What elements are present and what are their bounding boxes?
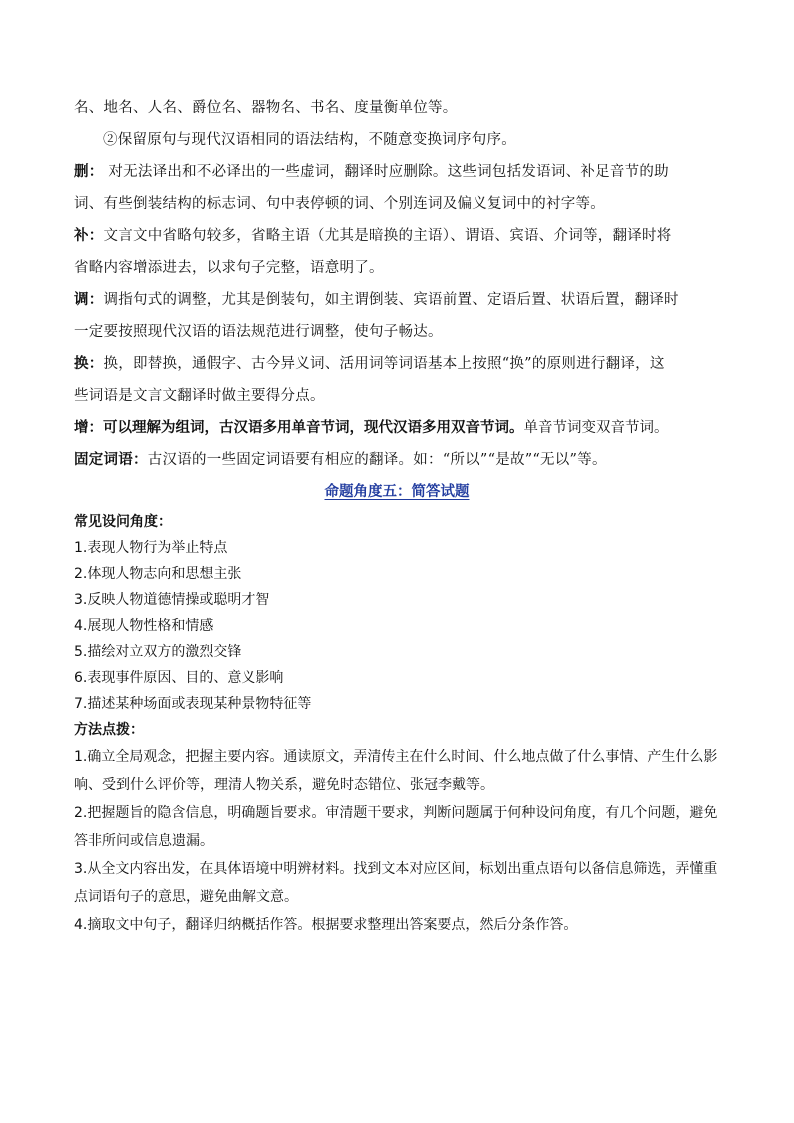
list-item: 3.反映人物道德情操或聪明才智 xyxy=(74,592,270,608)
method-line: 4.摘取文中句子，翻译归纳概括作答。根据要求整理出答案要点，然后分条作答。 xyxy=(74,917,578,933)
list-item: 4.展现人物性格和情感 xyxy=(74,618,214,634)
method-line: 1.确立全局观念，把握主要内容。通读原文，弄清传主在什么时间、什么地点做了什么事情、产生什么影 xyxy=(74,749,718,765)
term-label: 调： xyxy=(74,291,104,308)
text-line: 词、有些倒装结构的标志词、句中表停顿的词、个别连词及偏义复词中的衬字等。 xyxy=(74,196,605,212)
term-label: 删： xyxy=(74,163,104,180)
term-text: 文言文中省略句较多，省略主语（尤其是暗换的主语）、谓语、宾语、介词等，翻译时将 xyxy=(103,228,672,244)
term-label: 固定词语： xyxy=(74,451,148,468)
text-line xyxy=(74,418,724,438)
text-line: 些词语是文言文翻译时做主要得分点。 xyxy=(74,388,325,404)
term-text: 调指句式的调整，尤其是倒装句，如主谓倒装、宾语前置、定语后置、状语后置，翻译时 xyxy=(103,292,679,308)
term-label: 换： xyxy=(74,355,104,372)
method-line: 答非所问或信息遗漏。 xyxy=(74,833,214,849)
list-item: 7.描述某种场面或表现某种景物特征等 xyxy=(74,696,312,712)
list-item: 6.表现事件原因、目的、意义影响 xyxy=(74,670,284,686)
term-text: 对无法译出和不必译出的一些虚词，翻译时应删除。这些词包括发语词、补足音节的助 xyxy=(103,164,669,180)
method-line: 响、受到什么评价等，理清人物关系，避免时态错位、张冠李戴等。 xyxy=(74,777,494,793)
text-line xyxy=(74,290,724,310)
text-line: 省略内容增添进去，以求句子完整，语意明了。 xyxy=(74,260,384,276)
term-label: 补： xyxy=(74,227,104,244)
text-line: 一定要按照现代汉语的语法规范进行调整，使句子畅达。 xyxy=(74,324,443,340)
list-item: 5.描绘对立双方的激烈交锋 xyxy=(74,644,242,660)
list-item: 2.体现人物志向和思想主张 xyxy=(74,566,242,582)
list-item: 1.表现人物行为举止特点 xyxy=(74,540,228,556)
text-line xyxy=(74,226,724,246)
method-line: 2.把握题旨的隐含信息，明确题旨要求。审清题干要求，判断问题属于何种设问角度，有几个问题，避免 xyxy=(74,805,718,821)
text-line xyxy=(74,354,724,374)
method-line: 3.从全文内容出发，在具体语境中明辨材料。找到文本对应区间，标划出重点语句以备信息筛选，弄懂重 xyxy=(74,861,718,877)
text-line: 名、地名、人名、爵位名、器物名、书名、度量衡单位等。 xyxy=(74,100,458,116)
methods-heading: 方法点拨： xyxy=(74,722,144,738)
method-line: 点词语句子的意思，避免曲解文意。 xyxy=(74,889,298,905)
term-text: 换，即替换，通假字、古今异义词、活用词等词语基本上按照“换”的原则进行翻译，这 xyxy=(103,356,665,372)
term-label: 增：可以理解为组词，古汉语多用单音节词，现代汉语多用双音节词。 xyxy=(74,419,524,436)
term-text: 古汉语的一些固定词语要有相应的翻译。如：“所以”“是故”“无以”等。 xyxy=(147,452,607,468)
text-line xyxy=(74,162,724,182)
text-line: ②保留原句与现代汉语相同的语法结构，不随意变换词序句序。 xyxy=(103,132,516,148)
term-text: 单音节词变双音节词。 xyxy=(523,420,669,436)
section-title: 命题角度五：简答试题 xyxy=(324,484,470,500)
angles-heading: 常见设问角度： xyxy=(74,514,172,530)
text-line xyxy=(74,450,724,470)
